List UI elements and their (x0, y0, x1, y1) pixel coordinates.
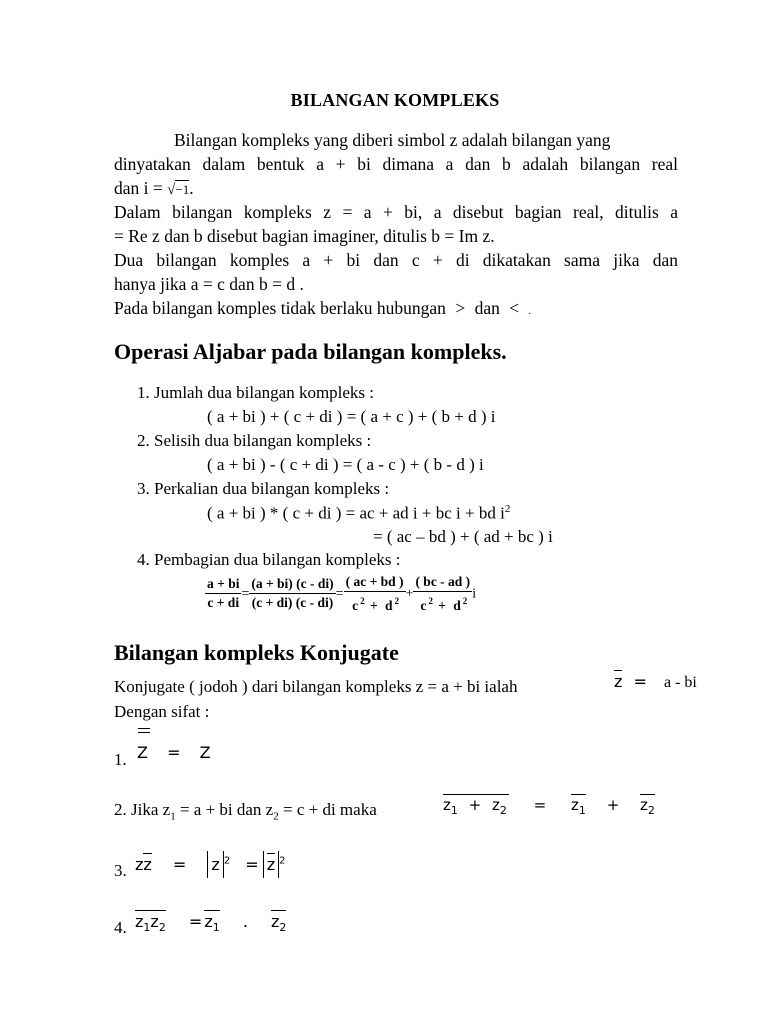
intro-line-2: dinyatakan dalam bentuk a + bi dimana a dan b adalah bilangan real (114, 154, 678, 174)
op-3-label: 3. Perkalian dua bilangan kompleks : (137, 479, 390, 498)
op-2-formula: ( a + bi ) - ( c + di ) = ( a - c ) + ( b - d ) i (207, 455, 484, 474)
op-1-label: 1. Jumlah dua bilangan kompleks : (137, 383, 375, 402)
intro-line-8: Pada bilangan komples tidak berlaku hubungan > dan < . (114, 298, 531, 318)
frac-3: $\frac{( ac + bd )}{c ^2 + d ^2}$ (345, 574, 404, 613)
property-3-number: 3. (114, 861, 127, 880)
property-2-formula: $z_1 + z_2 = z_1 + z_2$ (443, 796, 655, 817)
intro-line-3: dan i = √−1. (114, 178, 194, 198)
property-3-formula: zz = z $^2$ = z $^2$ (135, 855, 285, 874)
page-title: BILANGAN KOMPLEKS (290, 90, 500, 110)
op-4-label: 4. Pembagian dua bilangan kompleks : (137, 550, 401, 569)
double-bar (138, 728, 150, 733)
property-4-formula: $z_1z_2 = z_1$ . $z_2$ (135, 912, 287, 935)
sqrt-symbol: √ (167, 182, 176, 198)
intro-line-6: Dua bilangan komples a + bi dan c + di dikatakan sama jika dan (114, 250, 678, 270)
operations-heading: Operasi Aljabar pada bilangan kompleks. (114, 339, 507, 364)
conjugate-def-formula: z = a - bi (614, 672, 697, 691)
property-2-text: 2. Jika $z_1 = a$ + bi dan $z_2 = c$ + di maka (114, 800, 377, 823)
op-3-formula-2: = ( ac – bd ) + ( ad + bc ) i (373, 527, 553, 546)
property-4-number: 4. (114, 918, 127, 937)
intro-line-1: Bilangan kompleks yang diberi simbol z adalah bilangan yang (174, 130, 611, 150)
division-formula: $\frac{a + bi}{c + di}$ = $\frac{(a + bi) (c - di)}{(c + di) (c - di)}$ = $\frac{( ac + bd )}{c ^2 + d ^2}$ + $\frac{( bc - ad )}{c ^2 + d ^2}$ i (207, 574, 477, 613)
op-2-label: 2. Selisih dua bilangan kompleks : (137, 431, 372, 450)
property-1-formula: Z = Z (137, 743, 211, 762)
op-1-formula: ( a + bi ) + ( c + di ) = ( a + c ) + ( b + d ) i (207, 407, 496, 426)
sifat-label: Dengan sifat : (114, 702, 210, 721)
property-1-number: 1. (114, 750, 127, 769)
frac-4: $\frac{( bc - ad )}{c ^2 + d ^2}$ (415, 574, 471, 613)
intro-line-5: = Re z dan b disebut bagian imaginer, ditulis b = Im z. (114, 226, 495, 246)
intro-line-7: hanya jika a = c dan b = d . (114, 274, 304, 294)
frac-1: $\frac{a + bi}{c + di}$ (207, 576, 240, 611)
conjugate-definition: Konjugate ( jodoh ) dari bilangan kompleks z = a + bi ialah (114, 677, 518, 696)
conjugate-heading: Bilangan kompleks Konjugate (114, 640, 399, 665)
frac-2: $\frac{(a + bi) (c - di)}{(c + di) (c - di)}$ (251, 576, 334, 611)
intro-line-4: Dalam bilangan kompleks z = a + bi, a disebut bagian real, ditulis a (114, 202, 678, 222)
op-3-formula: ( a + bi ) * ( c + di ) = ac + ad i + bc i + bd $i^2$ (207, 503, 511, 523)
